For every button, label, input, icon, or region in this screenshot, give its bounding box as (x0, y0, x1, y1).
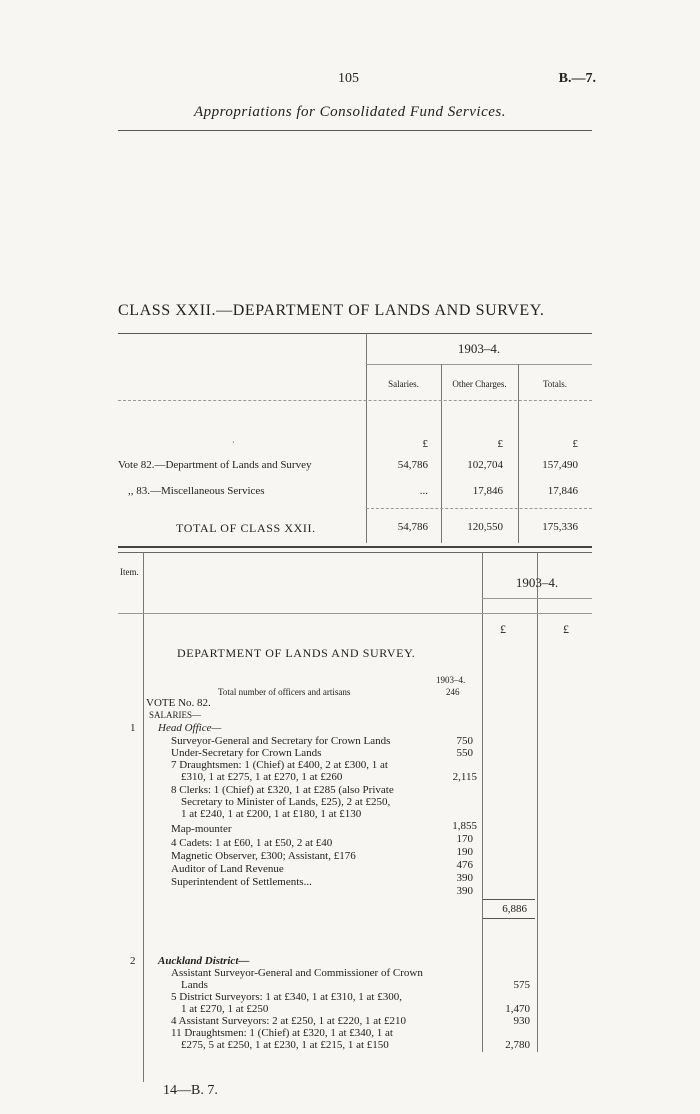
item-amount: 575 (513, 979, 530, 991)
summary-col-line-2 (518, 364, 519, 543)
item-line: 1 at £270, 1 at £250 (181, 1003, 269, 1015)
detail-section-title: DEPARTMENT OF LANDS AND SURVEY. (177, 646, 416, 660)
class-title: CLASS XXII.—DEPARTMENT OF LANDS AND SURVEY. (118, 302, 545, 319)
item-heading: Auckland District— (158, 955, 250, 967)
officers-year: 1903–4. (436, 675, 466, 685)
item-amount: 750 (456, 735, 473, 747)
item-number: 1 (130, 722, 136, 734)
header-rule (118, 130, 592, 131)
subtotal-rule-bottom (483, 918, 535, 919)
item-line: 4 Assistant Surveyors: 2 at £250, 1 at £220, 1 at £210 (171, 1015, 406, 1027)
summary-row-other: 17,846 (472, 485, 503, 497)
item-line: 1 at £240, 1 at £200, 1 at £180, 1 at £130 (181, 808, 362, 820)
officers-label: Total number of officers and artisans (218, 687, 351, 697)
item-line: 5 District Surveyors: 1 at £340, 1 at £310, 1 at £300, (171, 991, 402, 1003)
salaries-heading: SALARIES— (149, 710, 202, 720)
detail-item-column-line (143, 552, 144, 1082)
page-subtitle: Appropriations for Consolidated Fund Services. (193, 104, 506, 120)
summary-total-label: TOTAL OF CLASS XXII. (176, 521, 316, 535)
item-amount: 550 (456, 747, 473, 759)
currency-totals: £ (572, 438, 578, 450)
item-amount: 2,115 (452, 771, 477, 783)
col-head-salaries: Salaries. (388, 379, 419, 389)
item-line: Under-Secretary for Crown Lands (171, 747, 322, 759)
item-line: Magnetic Observer, £300; Assistant, £176 (171, 850, 356, 862)
detail-year-header: 1903–4. (515, 575, 559, 590)
subtotal-rule (483, 899, 535, 900)
summary-col-line-1 (441, 364, 442, 543)
item-subtotal: 6,886 (502, 903, 527, 915)
item-amount: 390 (456, 872, 473, 884)
item-heading: Head Office— (158, 722, 222, 734)
item-line: Map-mounter (171, 823, 232, 835)
summary-row-label: ,, 83.—Miscellaneous Services (128, 485, 265, 497)
item-amount: 390 (456, 885, 473, 897)
item-line: £275, 5 at £250, 1 at £230, 1 at £215, 1 at £150 (181, 1039, 389, 1051)
currency-salaries: £ (422, 438, 428, 450)
summary-total-salaries: 54,786 (397, 521, 428, 533)
item-line: 11 Draughtsmen: 1 (Chief) at £320, 1 at £340, 1 at (171, 1027, 393, 1039)
item-line: £310, 1 at £275, 1 at £270, 1 at £260 (181, 771, 343, 783)
document-reference: B.—7. (558, 71, 596, 86)
summary-row-salaries: 54,786 (397, 459, 428, 471)
item-line: Assistant Surveyor-General and Commissioner of Crown (171, 967, 423, 979)
detail-amount-column-line (482, 552, 483, 1052)
item-amount: 930 (513, 1015, 530, 1027)
summary-total-rule (366, 508, 592, 509)
col-head-other: Other Charges. (452, 379, 507, 389)
summary-top-rule (118, 333, 592, 334)
item-line: Surveyor-General and Secretary for Crown Lands (171, 735, 391, 747)
currency-other: £ (497, 438, 503, 450)
item-number: 2 (130, 955, 136, 967)
item-line: 7 Draughtsmen: 1 (Chief) at £400, 2 at £300, 1 at (171, 759, 388, 771)
detail-top-rule (118, 552, 592, 553)
page-number: 105 (338, 71, 359, 86)
item-amount: 1,855 (452, 820, 477, 832)
col-head-totals: Totals. (542, 379, 568, 389)
detail-currency-left: £ (500, 622, 506, 636)
item-amount: 1,470 (505, 1003, 530, 1015)
item-amount: 170 (456, 833, 473, 845)
summary-row-label: Vote 82.—Department of Lands and Survey (118, 459, 312, 471)
item-amount: 2,780 (505, 1039, 530, 1051)
detail-year-rule (482, 598, 592, 599)
summary-row-other: 102,704 (467, 459, 503, 471)
summary-year: 1903–4. (457, 341, 501, 356)
item-line: Auditor of Land Revenue (171, 863, 284, 875)
summary-row-total: 17,846 (547, 485, 578, 497)
officers-count: 246 (446, 687, 460, 697)
item-line: 4 Cadets: 1 at £60, 1 at £50, 2 at £40 (171, 837, 333, 849)
item-line: 8 Clerks: 1 (Chief) at £320, 1 at £285 (also Private (171, 784, 394, 796)
detail-amount-column-line-2 (537, 552, 538, 1052)
summary-year-rule (366, 364, 592, 365)
item-line: Superintendent of Settlements... (171, 876, 312, 888)
item-line: Lands (181, 979, 208, 991)
summary-row-total: 157,490 (542, 459, 578, 471)
summary-head-rule (118, 400, 592, 401)
item-amount: 190 (456, 846, 473, 858)
item-line: Secretary to Minister of Lands, £25), 2 at £250, (181, 796, 391, 808)
item-column-header: Item. (120, 567, 139, 577)
detail-currency-right: £ (563, 622, 569, 636)
detail-head-rule (118, 613, 592, 614)
item-amount: 476 (456, 859, 473, 871)
summary-row-salaries: ... (419, 485, 428, 497)
vote-number: VOTE No. 82. (146, 697, 211, 709)
summary-total-total: 175,336 (542, 521, 578, 533)
summary-total-other: 120,550 (467, 521, 503, 533)
page-footer: 14—B. 7. (163, 1083, 218, 1098)
stray-dot: · (232, 438, 235, 447)
summary-bottom-rule (118, 546, 592, 548)
